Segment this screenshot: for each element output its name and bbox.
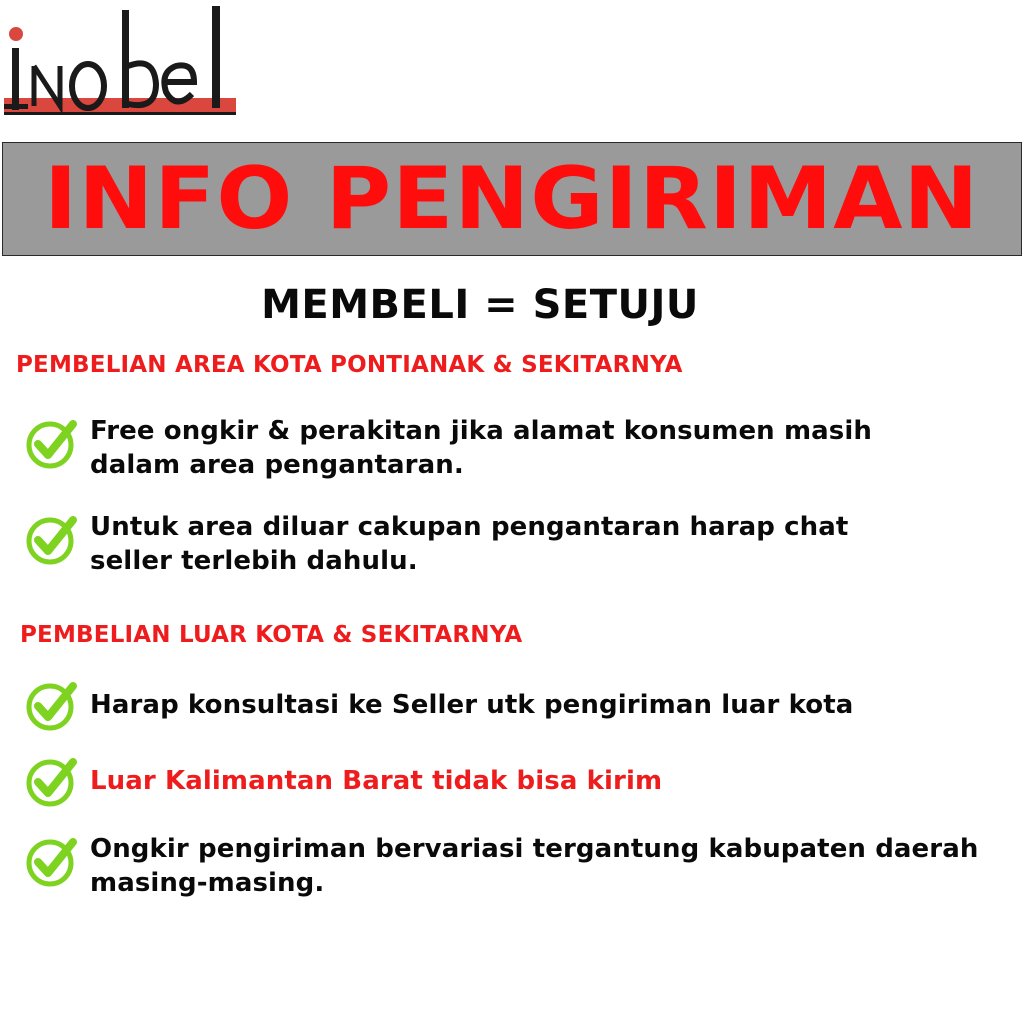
check-circle-icon bbox=[24, 510, 80, 566]
item-text: Free ongkir & perakitan jika alamat konsumen masih dalam area pengantaran. bbox=[90, 416, 872, 480]
check-circle-icon bbox=[24, 676, 80, 732]
inobel-logo bbox=[0, 0, 240, 124]
list-item bbox=[24, 752, 984, 808]
item-text: Untuk area diluar cakupan pengantaran harap chat seller terlebih dahulu. bbox=[90, 512, 849, 576]
list-item bbox=[24, 676, 984, 732]
list-item bbox=[24, 832, 1014, 900]
list-item bbox=[24, 414, 904, 482]
item-text: Ongkir pengiriman bervariasi tergantung kabupaten daerah masing-masing. bbox=[90, 834, 979, 898]
section-heading-luar-kota: PEMBELIAN LUAR KOTA & SEKITARNYA bbox=[20, 622, 523, 648]
check-circle-icon bbox=[24, 752, 80, 808]
item-text: Harap konsultasi ke Seller utk pengiriman luar kota bbox=[90, 690, 854, 720]
check-circle-icon bbox=[24, 832, 80, 888]
item-text-warning: Luar Kalimantan Barat tidak bisa kirim bbox=[90, 766, 663, 796]
check-circle-icon bbox=[24, 414, 80, 470]
tagline: MEMBELI = SETUJU bbox=[261, 282, 699, 328]
page-title: INFO PENGIRIMAN bbox=[44, 149, 980, 249]
list-item bbox=[24, 510, 904, 578]
section-heading-pontianak: PEMBELIAN AREA KOTA PONTIANAK & SEKITARNYA bbox=[16, 352, 683, 378]
title-banner bbox=[2, 142, 1022, 256]
